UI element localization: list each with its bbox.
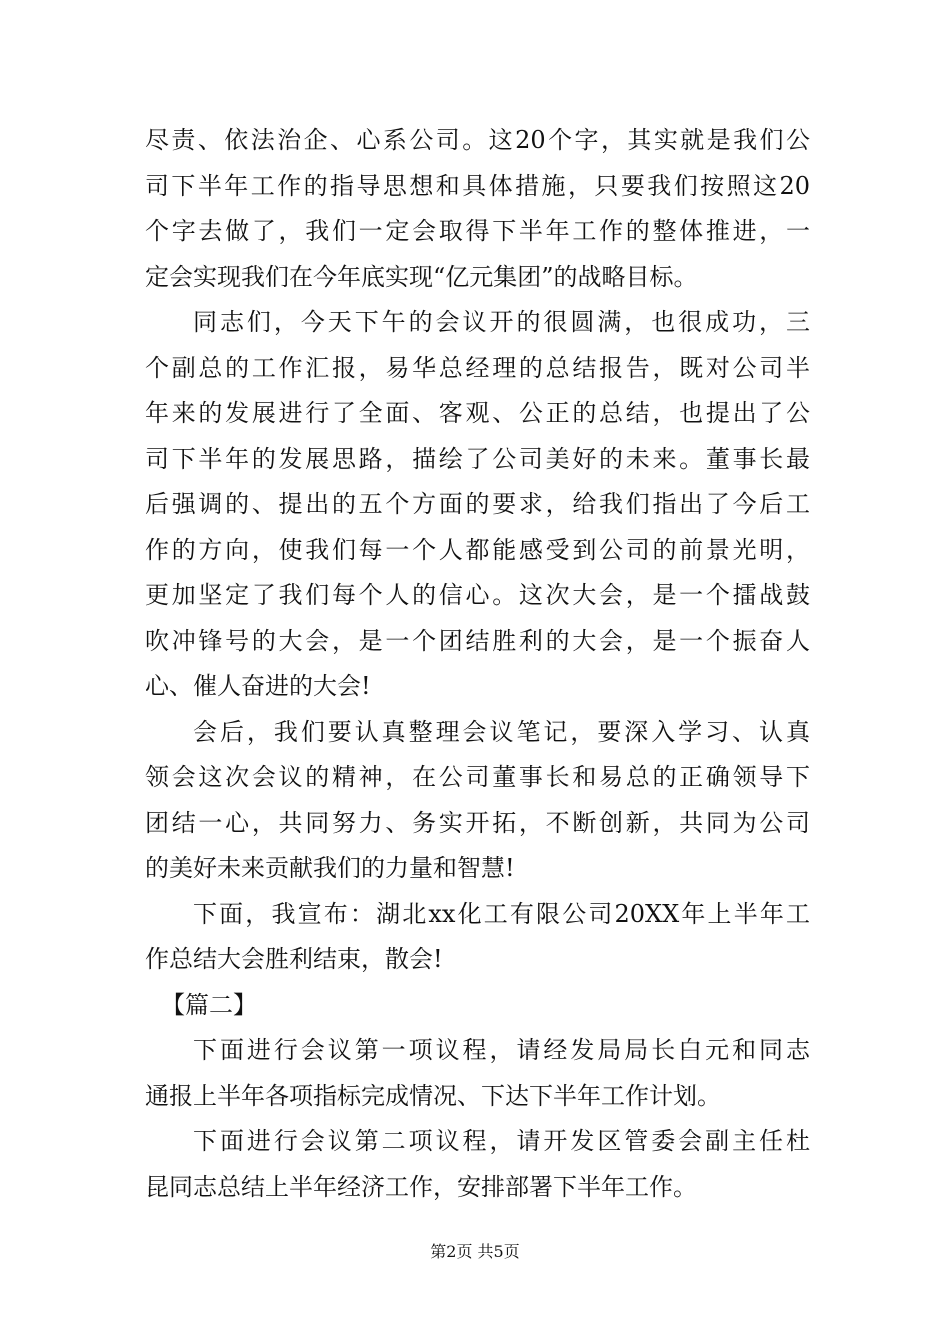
text-line: 吹冲锋号的大会，是一个团结胜利的大会，是一个振奋人 (145, 626, 810, 655)
text-line: 下面，我宣布：湖北xx化工有限公司20XX年上半年工 (193, 899, 810, 928)
text-line: 个字去做了，我们一定会取得下半年工作的整体推进，一 (145, 217, 810, 245)
text-line: 同志们，今天下午的会议开的很圆满，也很成功，三 (193, 308, 810, 336)
text-line: 年来的发展进行了全面、客观、公正的总结，也提出了公 (145, 399, 810, 427)
page-footer: 第2页 共5页 (430, 1242, 520, 1261)
text-line: 后强调的、提出的五个方面的要求，给我们指出了今后工 (145, 490, 810, 518)
text-line: 作总结大会胜利结束，散会! (145, 945, 443, 973)
text-line: 定会实现我们在今年底实现“亿元集团”的战略目标。 (145, 262, 698, 291)
text-line: 团结一心，共同努力、务实开拓，不断创新，共同为公司 (145, 808, 810, 837)
text-line: 通报上半年各项指标完成情况、下达下半年工作计划。 (145, 1081, 721, 1110)
text-line: 会后，我们要认真整理会议笔记，要深入学习、认真 (193, 717, 810, 746)
text-line: 司下半年工作的指导思想和具体措施，只要我们按照这20 (145, 171, 810, 200)
text-line: 尽责、依法治企、心系公司。这20个字，其实就是我们公 (145, 126, 810, 154)
text-line: 的美好未来贡献我们的力量和智慧! (145, 854, 515, 882)
text-line: 下面进行会议第二项议程，请开发区管委会副主任杜 (193, 1127, 810, 1155)
text-line: 作的方向，使我们每一个人都能感受到公司的前景光明， (145, 535, 810, 564)
text-line: 领会这次会议的精神，在公司董事长和易总的正确领导下 (145, 763, 810, 791)
text-line: 昆同志总结上半年经济工作，安排部署下半年工作。 (145, 1172, 697, 1201)
text-line: 个副总的工作汇报，易华总经理的总结报告，既对公司半 (145, 353, 810, 382)
text-line: 下面进行会议第一项议程，请经发局局长白元和同志 (193, 1036, 810, 1064)
document-body (145, 118, 810, 1210)
text-line: 更加坚定了我们每个人的信心。这次大会，是一个擂战鼓 (145, 581, 810, 609)
section-heading: 【篇二】 (161, 990, 257, 1019)
text-line: 司下半年的发展思路，描绘了公司美好的未来。董事长最 (145, 444, 810, 473)
text-line: 心、催人奋进的大会! (145, 672, 371, 700)
